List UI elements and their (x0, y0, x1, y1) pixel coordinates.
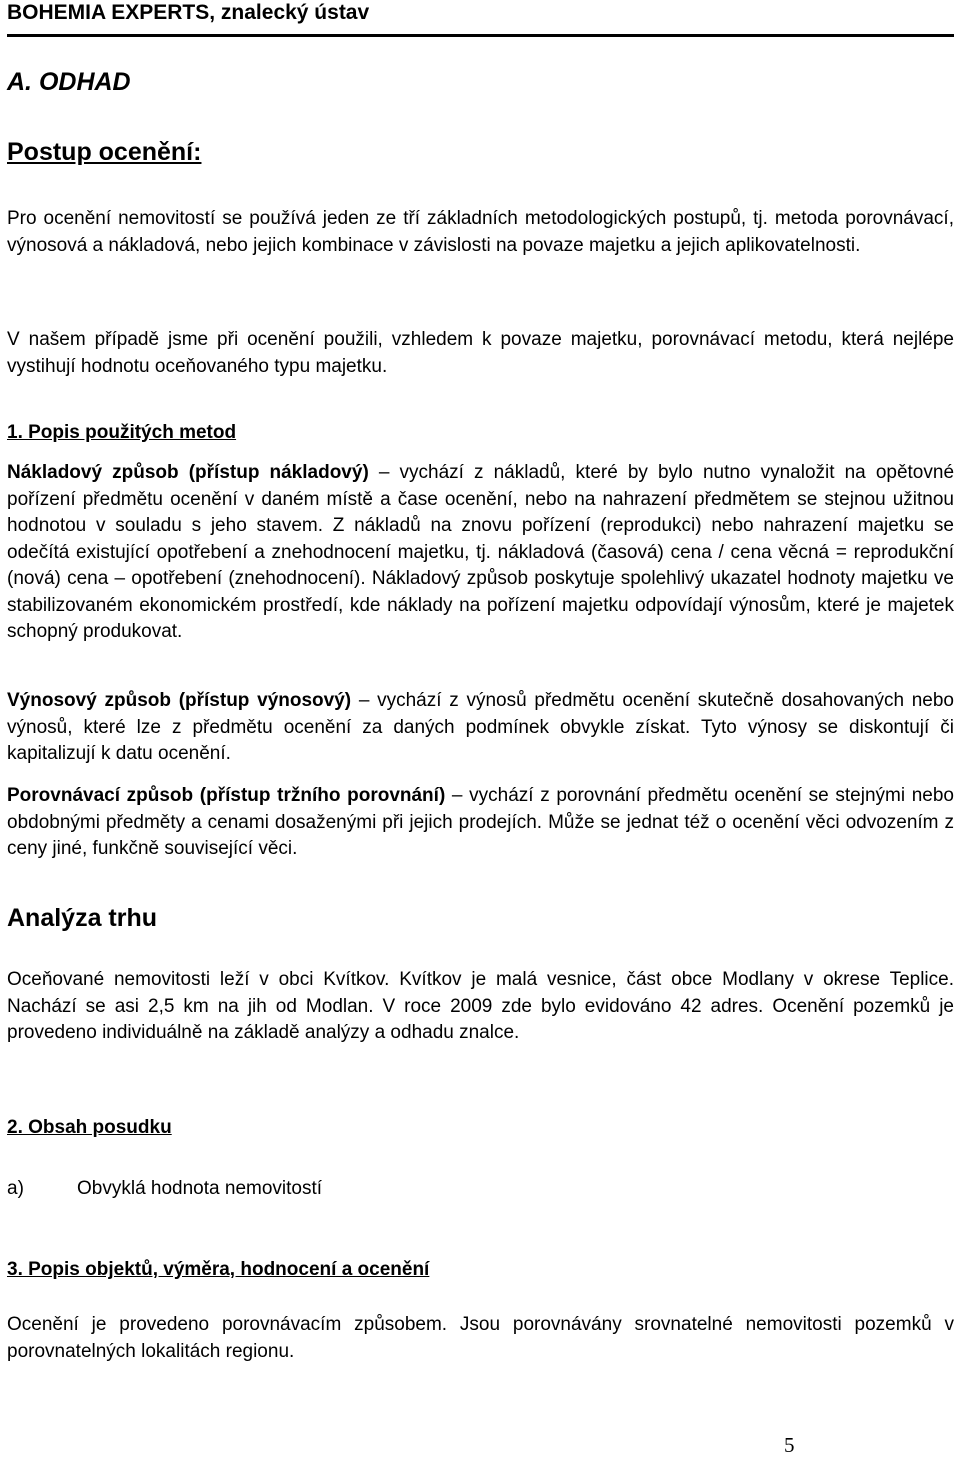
postup-paragraph-1: Pro ocenění nemovitostí se používá jeden ze tří základních metodologických postupů, tj. metoda porovnávací, výnosová a nákladová, nebo jejich kombinace v závislosti na povaze majetku a jejich aplikovatelnosti. (7, 208, 954, 256)
analyza-paragraph: Oceňované nemovitosti leží v obci Kvítkov. Kvítkov je malá vesnice, část obce Modlany v okrese Teplice. Nachází se asi 2,5 km na jih od Modlan. V roce 2009 zde bylo evidováno 42 adres. Ocenění pozemků je provedeno individuálně na základě analýzy a odhadu znalce. (7, 969, 954, 1043)
header-title: BOHEMIA EXPERTS, znalecký ústav (7, 1, 370, 24)
nakladovy-paragraph (7, 460, 954, 646)
porovnavaci-text: – vychází z porovnání předmětu ocenění se stejnými nebo obdobnými předměty a cenami dosaženými při jejich prodejích. Může se jednat též o ocenění věci odvozením z ceny jiné, funkčně související věci. (7, 785, 954, 859)
list-marker: a) (7, 1178, 24, 1199)
page-number: 5 (784, 1433, 795, 1457)
porovnavaci-paragraph (7, 783, 954, 863)
nakladovy-term: Nákladový způsob (přístup nákladový) (7, 462, 369, 483)
objekty-paragraph: Ocenění je provedeno porovnávacím způsobem. Jsou porovnávány srovnatelné nemovitosti pozemků v porovnatelných lokalitách regionu. (7, 1314, 954, 1362)
list-item-label: Obvyklá hodnota nemovitostí (77, 1178, 323, 1199)
nakladovy-text: – vychází z nákladů, které by bylo nutno vynaložit na opětovné pořízení předmětu ocenění v daném místě a čase ocenění, nebo na nahrazení předmětem se stejnou užitnou hodnotou v souladu s jeho stavem. Z nákladů na znovu pořízení (reprodukci) nebo nahrazení majetku se odečítá existující opotřebení a znehodnocení majetku, tj. nákladová (časová) cena / cena věcná = reprodukční (nová) cena – opotřebení (znehodnocení). Nákladový způsob poskytuje spolehlivý ukazatel hodnoty majetku ve stabilizovaném ekonomickém prostředí, kde náklady na pořízení majetku odpovídají výnosům, které je majetek schopný produkovat. (7, 462, 955, 642)
list-item (7, 1176, 322, 1202)
popis-heading: 1. Popis použitých metod (7, 422, 237, 443)
section-title: A. ODHAD (7, 68, 131, 96)
obsah-heading: 2. Obsah posudku (7, 1117, 172, 1138)
postup-heading: Postup ocenění: (7, 138, 202, 166)
postup-paragraph-2: V našem případě jsme při ocenění použili, vzhledem k povaze majetku, porovnávací metodu, která nejlépe vystihují hodnotu oceňovaného typu majetku. (7, 329, 954, 377)
header-rule (7, 34, 954, 37)
analyza-heading: Analýza trhu (7, 904, 158, 932)
vynosovy-paragraph (7, 688, 954, 768)
objekty-heading: 3. Popis objektů, výměra, hodnocení a ocenění (7, 1259, 430, 1280)
vynosovy-text: – vychází z výnosů předmětu ocenění skutečně dosahovaných nebo výnosů, které lze z předmětu ocenění za daných podmínek obvykle získat. Tyto výnosy se diskontují či kapitalizují k datu ocenění. (7, 690, 955, 764)
vynosovy-term: Výnosový způsob (přístup výnosový) (7, 690, 352, 711)
porovnavaci-term: Porovnávací způsob (přístup tržního porovnání) (7, 785, 446, 806)
